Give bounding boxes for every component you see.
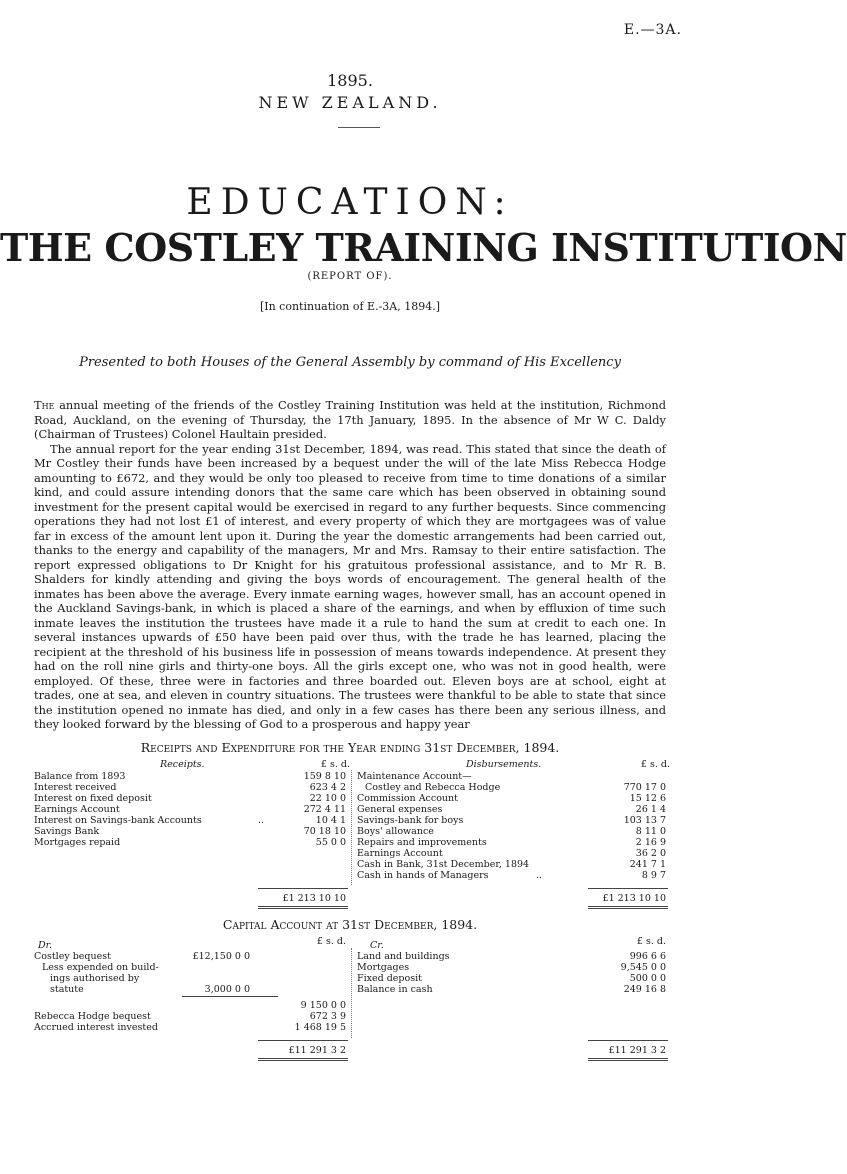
asset-amount: 996 6 6	[629, 951, 666, 962]
title-education: EDUCATION:	[186, 182, 514, 223]
capital-total-right: £11 291 3 2	[608, 1045, 666, 1056]
less-expended-label: Less expended on build-	[42, 962, 159, 973]
less-expended-label: ings authorised by	[50, 973, 140, 984]
disbursement-label: Costley and Rebecca Hodge	[365, 782, 501, 793]
leader-dots: ..	[536, 870, 543, 881]
disbursement-label: Repairs and improvements	[357, 837, 487, 848]
capital-currency-header-right: £ s. d.	[636, 936, 666, 947]
hodge-bequest-amount: 672 3 9	[309, 1011, 346, 1022]
continuation-note: [In continuation of E.-3A, 1894.]	[259, 300, 441, 313]
disbursement-amount: 770 17 0	[623, 782, 666, 793]
receipts-heading: Receipts.	[160, 759, 205, 770]
capital-currency-header-left: £ s. d.	[316, 936, 346, 947]
net-bequest-amount: 9 150 0 0	[300, 1000, 346, 1011]
disbursement-amount: 15 12 6	[629, 793, 666, 804]
disbursement-amount: 8 9 7	[641, 870, 666, 881]
receipt-amount: 10 4 1	[315, 815, 346, 826]
disbursement-amount: 8 11 0	[635, 826, 666, 837]
capital-table-title: Capital Account at 31st December, 1894.	[222, 917, 478, 932]
disbursement-amount: 26 1 4	[635, 804, 666, 815]
country-heading: NEW ZEALAND.	[258, 93, 442, 112]
receipt-label: Earnings Account	[34, 804, 120, 815]
receipt-label: Interest received	[34, 782, 117, 793]
capital-total-rule-right	[588, 1040, 668, 1041]
capital-double-rule-right	[588, 1058, 668, 1061]
title-institution: THE COSTLEY TRAINING INSTITUTION	[0, 225, 847, 270]
receipt-amount: 623 4 2	[309, 782, 346, 793]
report-of: (REPORT OF).	[307, 271, 393, 282]
leader-dots: ..	[258, 815, 265, 826]
asset-amount: 500 0 0	[629, 973, 666, 984]
disbursement-amount: 2 16 9	[635, 837, 666, 848]
disbursement-label: Maintenance Account—	[357, 771, 472, 782]
asset-label: Balance in cash	[357, 984, 433, 995]
receipts-total: £1 213 10 10	[282, 893, 346, 904]
year-heading: 1895.	[327, 71, 373, 90]
column-divider	[351, 948, 352, 1038]
asset-label: Mortgages	[357, 962, 410, 973]
subtotal-rule	[182, 996, 278, 997]
paragraph-lead: The	[34, 398, 55, 412]
receipt-label: Balance from 1893	[34, 771, 126, 782]
disbursement-label: Savings-bank for boys	[357, 815, 464, 826]
paragraph-1-text: annual meeting of the friends of the Costley Training Institution was held at the institution, Richmond Road, Auckland, on the evening of Thursday, the 17th January, 1895. In the absence of Mr W C. Daldy (Chairman of Trustees) Colonel Haultain presided.	[34, 398, 666, 441]
receipt-amount: 55 0 0	[315, 837, 346, 848]
document-reference: E.—3A.	[623, 22, 682, 38]
disbursement-label: Cash in Bank, 31st December, 1894	[357, 859, 530, 870]
receipt-label: Interest on fixed deposit	[34, 793, 152, 804]
hodge-bequest-label: Rebecca Hodge bequest	[34, 1011, 151, 1022]
less-expended-amount: 3,000 0 0	[204, 984, 250, 995]
presented-line: Presented to both Houses of the General Assembly by command of His Excellency	[79, 355, 621, 370]
receipt-amount: 70 18 10	[303, 826, 346, 837]
disbursement-amount: 36 2 0	[635, 848, 666, 859]
debit-heading: Dr.	[38, 940, 53, 951]
disbursement-label: Boys' allowance	[357, 826, 434, 837]
asset-label: Land and buildings	[357, 951, 450, 962]
receipt-amount: 22 10 0	[309, 793, 346, 804]
costley-bequest-label: Costley bequest	[34, 951, 111, 962]
capital-total-rule-left	[258, 1040, 348, 1041]
asset-amount: 9,545 0 0	[620, 962, 666, 973]
paragraph-2: The annual report for the year ending 31st December, 1894, was read. This stated that since the death of Mr Costley their funds have been increased by a bequest under the will of the late Miss Rebecca Hodge amounting to £672, and they would be only too pleased to receive from time to time donations of a similar kind, and could assure intending donors that the same care which has been observed in obtaining sound investment for the present capital would be exercised in regard to any further bequests. Since commencing operations they had not lost £1 of interest, and every property of which they are mortgagees was of value far in excess of the amount lent upon it. During the year the domestic arrangements had been carried out, thanks to the energy and capability of the managers, Mr and Mrs. Ramsay to their entire satisfaction. The report expressed obligations to Dr Knight for his gratuitous professional assistance, and to Mr R. B. Shalders for kindly attending and giving the boys words of encouragement. The general health of the inmates has been above the average. Every inmate earning wages, however small, has an account opened in the Auckland Savings-bank, in which is placed a share of the earnings, and when by effluxion of time such inmate leaves the institution the trustees have made it a rule to hand the sum at credit to each one. In several instances upwards of £50 have been paid over thus, with the trade he has learned, placing the recipient at the threshold of his business life in possession of means towards independence. At present they had on the roll nine girls and thirty-one boys. All the girls except one, who was not in good health, were employed. Of these, three were in factories and three boarded out. Eleven boys are at school, eight at trades, one at sea, and eleven in country situations. The trustees were thankful to be able to state that since the institution opened no inmate has died, and only in a few cases has there been any serious illness, and they looked forward by the blessing of God to a prosperous and happy year	[34, 441, 666, 731]
disbursement-label: General expenses	[357, 804, 443, 815]
receipt-amount: 272 4 11	[303, 804, 346, 815]
less-expended-label: statute	[50, 984, 84, 995]
receipt-label: Interest on Savings-bank Accounts	[34, 815, 202, 826]
capital-double-rule-left	[258, 1058, 348, 1061]
disbursement-label: Commission Account	[357, 793, 458, 804]
receipt-amount: 159 8 10	[303, 771, 346, 782]
receipts-table-title: Receipts and Expenditure for the Year ending 31st December, 1894.	[140, 740, 560, 755]
disbursements-currency-header: £ s. d.	[640, 759, 670, 770]
disbursement-label: Cash in hands of Managers	[357, 870, 489, 881]
asset-amount: 249 16 8	[623, 984, 666, 995]
disbursement-amount: 103 13 7	[623, 815, 666, 826]
receipt-label: Savings Bank	[34, 826, 100, 837]
disbursement-label: Earnings Account	[357, 848, 443, 859]
capital-total-left: £11 291 3 2	[288, 1045, 346, 1056]
credit-heading: Cr.	[370, 940, 384, 951]
accrued-interest-amount: 1 468 19 5	[294, 1022, 346, 1033]
receipt-label: Mortgages repaid	[34, 837, 121, 848]
accrued-interest-label: Accrued interest invested	[34, 1022, 158, 1033]
disbursement-amount: 241 7 1	[629, 859, 666, 870]
asset-label: Fixed deposit	[357, 973, 422, 984]
disbursements-heading: Disbursements.	[466, 759, 542, 770]
disbursements-total: £1 213 10 10	[602, 893, 666, 904]
costley-bequest-amount: £12,150 0 0	[192, 951, 250, 962]
receipts-currency-header: £ s. d.	[320, 759, 350, 770]
